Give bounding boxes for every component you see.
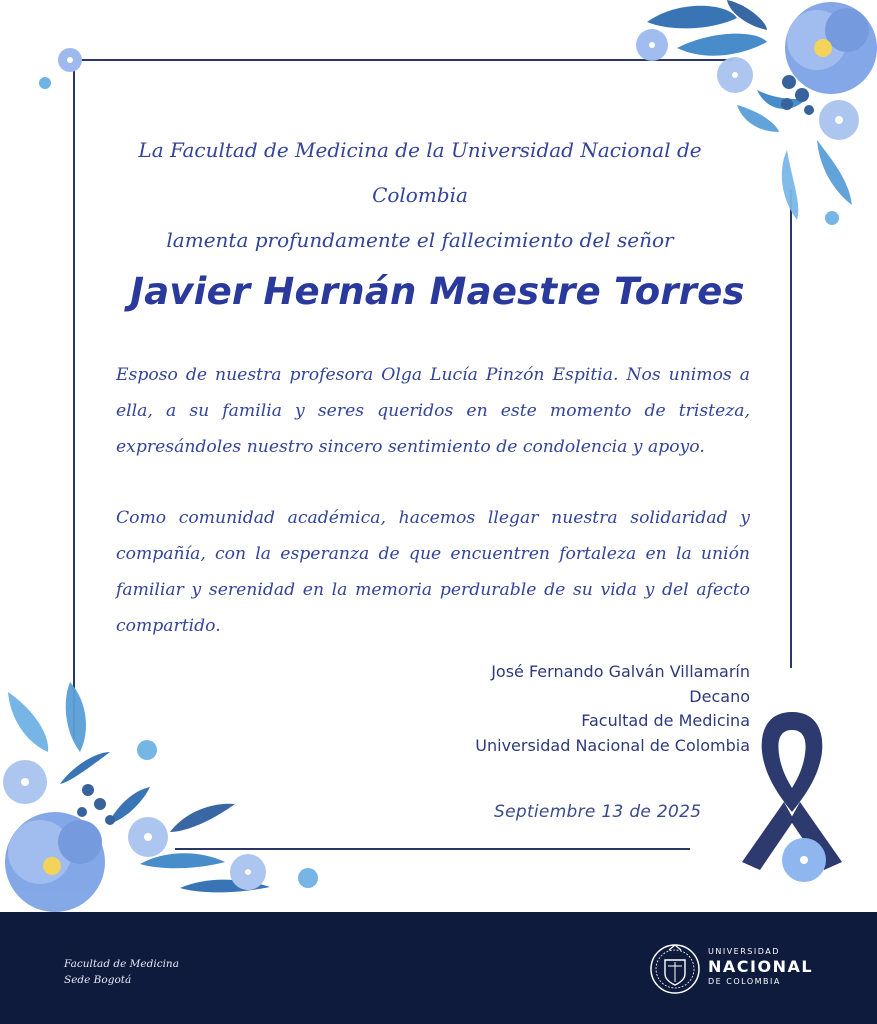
- blue-flower-icon: [0, 672, 330, 912]
- signer-university: Universidad Nacional de Colombia: [475, 735, 750, 755]
- condolence-paragraph-1: Esposo de nuestra profesora Olga Lucía Pinzón Espitia. Nos unimos a ella, a su familia y seres queridos en este momento de tristeza, expresándoles nuestro sincero sentimiento de condolencia y apoyo.: [116, 365, 750, 457]
- intro-text: [90, 128, 750, 263]
- university-logo: [650, 934, 820, 1004]
- deceased-name: Javier Hernán Maestre Torres: [130, 270, 745, 313]
- footer-campus: Sede Bogotá: [64, 974, 132, 986]
- condolence-paragraph-2: Como comunidad académica, hacemos llegar nuestra solidaridad y compañía, con la esperanza de que encuentren fortaleza en la unión familiar y serenidad en la memoria perdurable de su vida y del afecto compartido.: [116, 508, 750, 636]
- intro-line-1: La Facultad de Medicina de la Universidad Nacional de Colombia: [138, 138, 702, 207]
- logo-line-1: UNIVERSIDAD: [708, 947, 780, 956]
- notice-date: Septiembre 13 de 2025: [494, 802, 702, 822]
- small-flower-icon: [36, 40, 96, 90]
- intro-line-2: lamenta profundamente el fallecimiento del señor: [166, 228, 674, 252]
- university-wordmark: [708, 946, 813, 988]
- signer-faculty: Facultad de Medicina: [581, 711, 750, 730]
- signer-name: José Fernando Galván Villamarín: [491, 662, 750, 681]
- logo-line-2: NACIONAL: [708, 957, 814, 976]
- footer-bar: [0, 912, 877, 1024]
- signature-block: [475, 660, 750, 758]
- signer-title: Decano: [689, 686, 750, 706]
- university-seal-icon: [650, 936, 700, 1002]
- logo-line-3: DE COLOMBIA: [708, 977, 781, 986]
- frame-left-line: [73, 59, 75, 739]
- mourning-ribbon-icon: [732, 702, 852, 902]
- frame-right-line: [790, 190, 792, 668]
- footer-faculty-info: [64, 956, 179, 988]
- footer-faculty: Facultad de Medicina: [64, 958, 179, 970]
